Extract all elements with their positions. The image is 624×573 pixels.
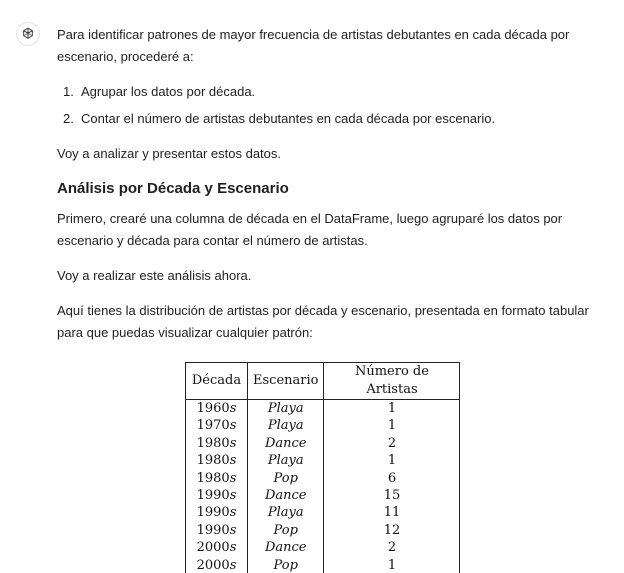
after-steps-paragraph: Voy a analizar y presentar estos datos. <box>57 146 282 161</box>
cell-decade <box>186 470 248 487</box>
cell-decade <box>186 435 248 452</box>
decade-year: 1980 <box>196 435 230 451</box>
intro-paragraph: Para identificar patrones de mayor frecuencia de artistas debutantes en cada década por escenario, procederé a: <box>57 27 570 64</box>
section-heading: Análisis por Década y Escenario <box>57 180 289 197</box>
table-header-row <box>186 363 460 400</box>
cell-stage: Playa <box>248 452 324 469</box>
assistant-message <box>57 24 597 357</box>
cell-stage: Playa <box>248 417 324 434</box>
cell-stage: Dance <box>248 435 324 452</box>
decade-year: 1990 <box>196 505 230 521</box>
openai-logo-icon <box>20 26 36 42</box>
cell-artist-count: 15 <box>324 487 460 504</box>
decade-suffix: s <box>229 401 237 416</box>
cell-stage: Dance <box>248 539 324 556</box>
decade-year: 1960 <box>196 401 230 416</box>
cell-decade <box>186 400 248 418</box>
results-table <box>185 362 460 573</box>
list-item-text: Contar el número de artistas debutantes en cada década por escenario. <box>81 111 496 126</box>
cell-decade <box>186 417 248 434</box>
steps-list <box>57 81 597 130</box>
list-item <box>57 108 597 130</box>
cell-stage: Playa <box>248 504 324 521</box>
decade-year: 2000 <box>196 557 230 573</box>
cell-decade <box>186 522 248 539</box>
cell-artist-count: 2 <box>324 539 460 556</box>
cell-artist-count: 1 <box>324 452 460 469</box>
decade-year: 1970 <box>196 418 230 434</box>
cell-decade <box>186 539 248 556</box>
table-row <box>186 487 460 504</box>
cell-stage: Playa <box>248 400 324 418</box>
cell-artist-count: 12 <box>324 522 460 539</box>
table-row <box>186 557 460 573</box>
table-row <box>186 470 460 487</box>
assistant-avatar <box>16 22 40 46</box>
table-row <box>186 452 460 469</box>
cell-artist-count: 6 <box>324 470 460 487</box>
table-row <box>186 417 460 434</box>
cell-stage: Pop <box>248 557 324 573</box>
decade-suffix: s <box>229 418 237 434</box>
cell-decade <box>186 452 248 469</box>
decade-suffix: s <box>229 453 237 469</box>
list-item-text: Agrupar los datos por década. <box>81 84 256 99</box>
cell-stage: Dance <box>248 487 324 504</box>
header-escenario: Escenario <box>248 363 324 400</box>
decade-year: 2000 <box>196 540 230 556</box>
cell-artist-count: 11 <box>324 504 460 521</box>
list-item-number: 2. <box>63 111 74 126</box>
cell-artist-count: 2 <box>324 435 460 452</box>
decade-suffix: s <box>229 488 237 504</box>
cell-decade <box>186 504 248 521</box>
decade-suffix: s <box>229 435 237 451</box>
decade-suffix: s <box>229 505 237 521</box>
table-row <box>186 539 460 556</box>
decade-suffix: s <box>229 557 237 573</box>
table-row <box>186 522 460 539</box>
cell-stage: Pop <box>248 522 324 539</box>
list-item-number: 1. <box>63 84 74 99</box>
cell-artist-count: 1 <box>324 557 460 573</box>
decade-year: 1980 <box>196 470 230 486</box>
table-row <box>186 400 460 418</box>
decade-suffix: s <box>229 540 237 556</box>
decade-year: 1990 <box>196 488 230 504</box>
decade-stage-table <box>185 362 460 573</box>
paragraph-1: Primero, crearé una columna de década en el DataFrame, luego agruparé los datos por escenario y década para contar el número de artistas. <box>57 211 563 248</box>
cell-stage: Pop <box>248 470 324 487</box>
cell-artist-count: 1 <box>324 400 460 418</box>
decade-suffix: s <box>229 470 237 486</box>
decade-year: 1990 <box>196 522 230 538</box>
paragraph-3: Aquí tienes la distribución de artistas por década y escenario, presentada en formato tabular para que puedas visualizar cualquier patrón: <box>57 303 589 340</box>
decade-suffix: s <box>229 522 237 538</box>
header-decada: Década <box>186 363 248 400</box>
paragraph-2: Voy a realizar este análisis ahora. <box>57 268 252 283</box>
cell-decade <box>186 557 248 573</box>
table-row <box>186 504 460 521</box>
cell-decade <box>186 487 248 504</box>
header-numero-artistas: Número de Artistas <box>324 363 460 400</box>
cell-artist-count: 1 <box>324 417 460 434</box>
decade-year: 1980 <box>196 453 230 469</box>
list-item <box>57 81 597 103</box>
table-row <box>186 435 460 452</box>
